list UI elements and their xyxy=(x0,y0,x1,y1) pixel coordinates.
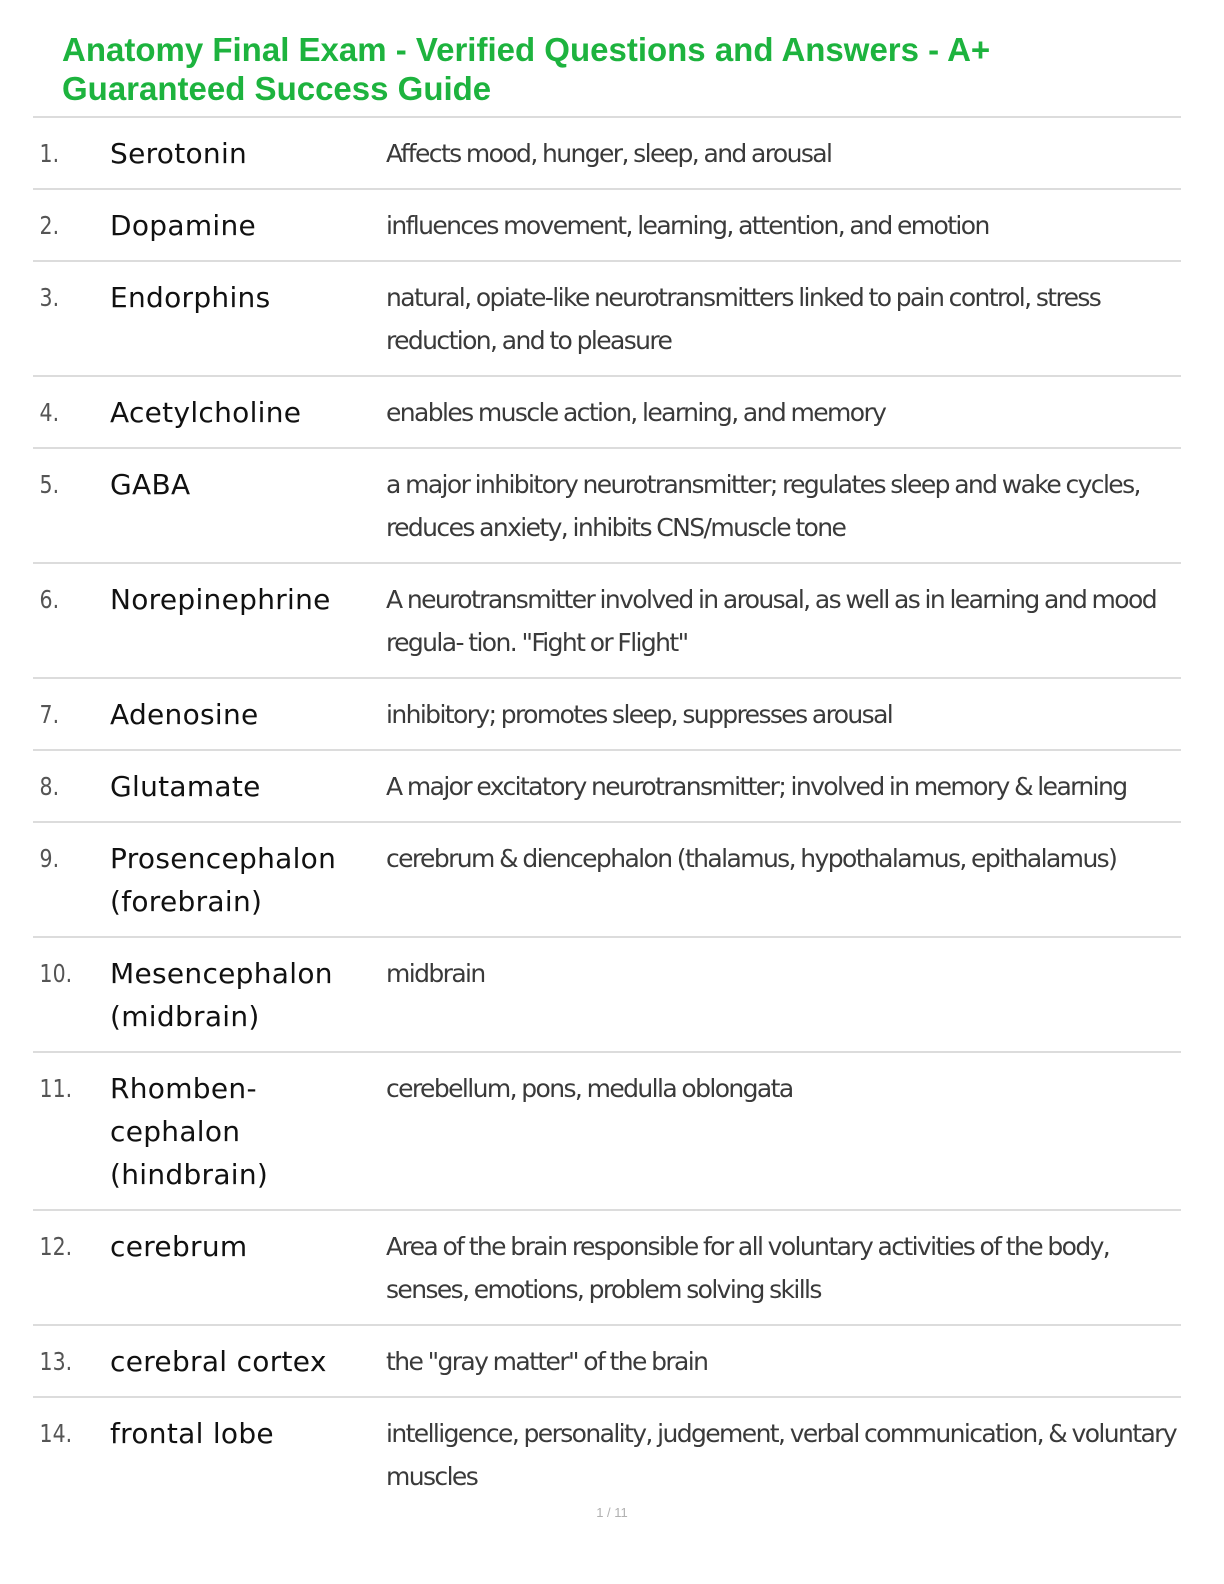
card-term: frontal lobe xyxy=(110,1417,274,1450)
card-term: Endorphins xyxy=(110,281,271,314)
card-number: 8. xyxy=(39,772,60,801)
card-row xyxy=(33,564,1181,679)
card-number: 13. xyxy=(39,1347,73,1376)
card-number: 14. xyxy=(39,1419,73,1448)
card-definition: Affects mood, hunger, sleep, and arousal xyxy=(386,139,832,168)
card-row xyxy=(33,449,1181,564)
card-definition: cerebrum & diencephalon (thalamus, hypothalamus, epithalamus) xyxy=(386,844,1117,873)
card-row xyxy=(33,1398,1181,1511)
card-row xyxy=(33,1326,1181,1398)
card-row xyxy=(33,262,1181,377)
card-definition: natural, opiate-like neurotransmitters linked to pain control, stress reduction, and to pleasure xyxy=(386,283,1101,355)
card-row xyxy=(33,679,1181,751)
card-row xyxy=(33,1053,1181,1211)
card-definition: A neurotransmitter involved in arousal, as well as in learning and mood regula- tion. "Fight or Flight" xyxy=(386,585,1156,657)
card-term: Acetylcholine xyxy=(110,396,302,429)
card-definition: a major inhibitory neurotransmitter; regulates sleep and wake cycles, reduces anxiety, inhibits CNS/muscle tone xyxy=(386,470,1140,542)
card-term: GABA xyxy=(110,468,191,501)
card-number: 7. xyxy=(39,700,60,729)
card-number: 12. xyxy=(39,1232,73,1261)
card-number: 2. xyxy=(39,211,60,240)
card-definition: A major excitatory neurotransmitter; involved in memory & learning xyxy=(386,772,1127,801)
card-definition: cerebellum, pons, medulla oblongata xyxy=(386,1074,793,1103)
card-term: Serotonin xyxy=(110,137,248,170)
card-term: Glutamate xyxy=(110,770,261,803)
flashcard-list xyxy=(33,116,1181,1511)
card-term: cerebral cortex xyxy=(110,1345,327,1378)
card-number: 5. xyxy=(39,470,60,499)
card-definition: inhibitory; promotes sleep, suppresses arousal xyxy=(386,700,893,729)
card-term: Norepinephrine xyxy=(110,583,331,616)
card-term: cerebrum xyxy=(110,1230,248,1263)
document-title: Anatomy Final Exam - Verified Questions and Answers - A+ Guaranteed Success Guide xyxy=(62,31,991,107)
card-term: Adenosine xyxy=(110,698,259,731)
card-row xyxy=(33,938,1181,1053)
card-definition: the "gray matter" of the brain xyxy=(386,1347,708,1376)
card-number: 3. xyxy=(39,283,60,312)
card-number: 1. xyxy=(39,139,60,168)
card-number: 11. xyxy=(39,1074,73,1103)
card-row xyxy=(33,1211,1181,1326)
card-number: 6. xyxy=(39,585,60,614)
card-definition: influences movement, learning, attention, and emotion xyxy=(386,211,989,240)
page-indicator: 1 / 11 xyxy=(596,1505,628,1520)
card-row xyxy=(33,823,1181,938)
card-row xyxy=(33,190,1181,262)
card-definition: intelligence, personality, judgement, verbal communication, & voluntary muscles xyxy=(386,1419,1177,1491)
card-term: Mesencephalon (midbrain) xyxy=(110,957,333,1033)
card-definition: Area of the brain responsible for all voluntary activities of the body, senses, emotions, problem solving skills xyxy=(386,1232,1110,1304)
card-row xyxy=(33,118,1181,190)
card-row xyxy=(33,377,1181,449)
card-term: Prosencephalon (forebrain) xyxy=(110,842,337,918)
card-number: 4. xyxy=(39,398,60,427)
card-number: 10. xyxy=(39,959,73,988)
card-term: Rhomben- cephalon (hindbrain) xyxy=(110,1072,269,1191)
card-definition: midbrain xyxy=(386,959,485,988)
card-definition: enables muscle action, learning, and memory xyxy=(386,398,886,427)
card-term: Dopamine xyxy=(110,209,257,242)
card-number: 9. xyxy=(39,844,60,873)
card-row xyxy=(33,751,1181,823)
